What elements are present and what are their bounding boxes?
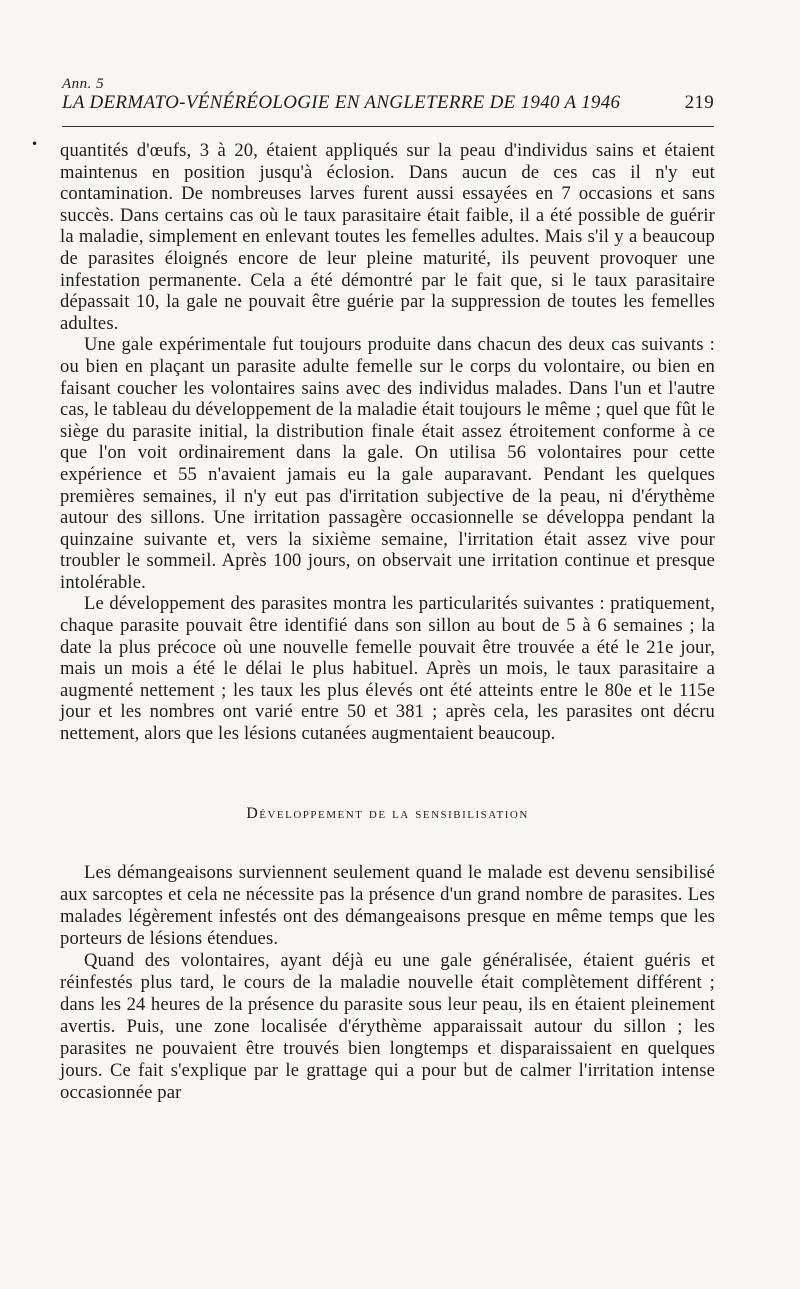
page-number: 219 [684,92,714,113]
margin-mark-icon: • [31,137,39,151]
running-head [62,76,714,114]
volume-label: Ann. 5 [62,76,105,92]
running-title: LA DERMATO-VÉNÉRÉOLOGIE EN ANGLETERRE DE 1940 A 1946 [62,92,621,113]
section-paragraph-2: Quand des volontaires, ayant déjà eu une gale généralisée, étaient guéris et réinfestés plus tard, le cours de la maladie nouvelle était complètement différent ; dans les 24 heures de la présence du parasite sous leur peau, ils en étaient pleinement avertis. Puis, une zone localisée d'érythème apparaissait autour du sillon ; les parasites ne pouvaient être trouvés bien longtemps et disparaissaient en quelques jours. Ce fait s'explique par le grattage qui a pour but de calmer l'irritation intense occasionnée par [60,950,715,1104]
header-line [62,92,714,114]
header-rule [62,126,714,127]
paragraph-3: Le développement des parasites montra les particularités suivantes : pratiquement, chaque parasite pouvait être identifié dans son sillon au bout de 5 à 6 semaines ; la date la plus précoce où une nouvelle femelle pouvait être trouvée a été le 21e jour, mais un mois a été le délai le plus habituel. Après un mois, le taux parasitaire a augmenté nettement ; les taux les plus élevés ont été atteints entre le 80e et le 115e jour et les nombres ont varié entre 50 et 381 ; après cela, les parasites ont décru nettement, alors que les lésions cutanées augmentaient beaucoup. [60,593,715,745]
section-body [60,862,715,1104]
section-paragraph-1: Les démangeaisons surviennent seulement quand le malade est devenu sensibilisé aux sarcoptes et cela ne nécessite pas la présence d'un grand nombre de parasites. Les malades légèrement infestés ont des démangeaisons presque en même temps que les porteurs de lésions étendues. [60,862,715,950]
section-heading: Développement de la sensibilisation [246,804,529,822]
paragraph-1: quantités d'œufs, 3 à 20, étaient appliqués sur la peau d'individus sains et étaient maintenus en position jusqu'à éclosion. Dans aucun de ces cas il n'y eut contamination. De nombreuses larves furent aussi essayées en 7 occasions et sans succès. Dans certains cas où le taux parasitaire était faible, il a été possible de guérir la maladie, simplement en enlevant toutes les femelles adultes. Mais s'il y a beaucoup de parasites éloignés encore de leur pleine maturité, ils peuvent provoquer une infestation permanente. Cela a été démontré par le fait que, si le taux parasitaire dépassait 10, la gale ne pouvait être guérie par la suppression de toutes les femelles adultes. [60,140,715,334]
body-text [60,140,715,1104]
paragraph-2: Une gale expérimentale fut toujours produite dans chacun des deux cas suivants : ou bien en plaçant un parasite adulte femelle sur le corps du volontaire, ou bien en faisant coucher les volontaires sains avec des individus malades. Dans l'un et l'autre cas, le tableau du développement de la maladie était toujours le même ; quel que fût le siège du parasite initial, la distribution finale était assez étroitement conforme à ce que l'on voit ordinairement dans la gale. On utilisa 56 volontaires pour cette expérience et 55 n'avaient jamais eu la gale auparavant. Pendant les quelques premières semaines, il n'y eut pas d'irritation subjective de la peau, ni d'érythème autour des sillons. Une irritation passagère occasionnelle se développa pendant la quinzaine suivante et, vers la sixième semaine, l'irritation était assez vive pour troubler le sommeil. Après 100 jours, on observait une irritation continue et presque intolérable. [60,334,715,593]
